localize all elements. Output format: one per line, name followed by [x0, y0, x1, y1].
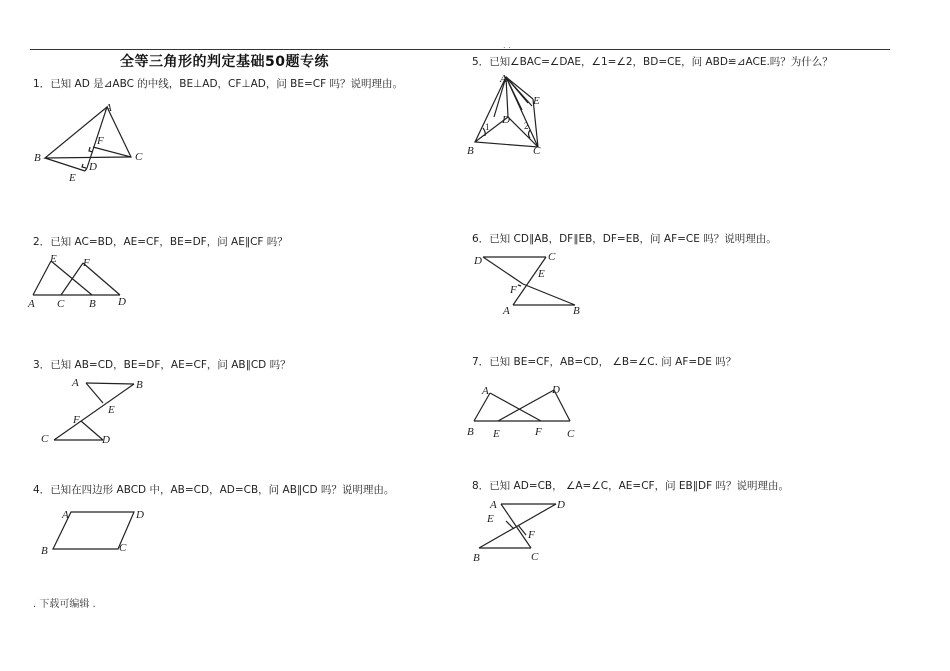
header-rule — [30, 49, 890, 50]
label-a: A — [503, 305, 510, 317]
segment-be — [45, 158, 85, 171]
segment-cf — [93, 147, 131, 157]
question-text: 已知 BE=CF，AB=CD， ∠B=∠C. 问 AF=DE 吗？ — [489, 356, 737, 368]
question-number: 3． — [33, 359, 51, 371]
question-text: 已知 AB=CD，BE=DF，AE=CF，问 AB∥CD 吗？ — [50, 359, 291, 371]
question-text: 已知 CD∥AB，DF∥EB，DF=EB，问 AF=CE 吗？说明理由。 — [489, 233, 777, 245]
label-d: D — [136, 509, 144, 521]
label-c: C — [548, 251, 556, 263]
question-text: 已知 AD 是⊿ABC 的中线，BE⊥AD，CF⊥AD，问 BE=CF 吗？说明理由。 — [50, 78, 404, 90]
label-f: F — [73, 414, 80, 426]
label-b: B — [34, 152, 41, 164]
question-text: 已知在四边形 ABCD 中，AB=CD，AD=CB，问 AB∥CD 吗？说明理由。 — [50, 484, 395, 496]
right-angle-e — [82, 164, 86, 168]
label-a: A — [490, 499, 497, 511]
question-number: 2． — [33, 236, 51, 248]
question-2 — [33, 234, 288, 249]
label-f: F — [83, 257, 90, 269]
label-a: A — [62, 509, 69, 521]
label-c: C — [567, 428, 575, 440]
angle-2-arc — [529, 130, 531, 138]
label-f: F — [510, 284, 517, 296]
question-number: 6． — [472, 233, 490, 245]
label-c: C — [533, 145, 541, 157]
label-d: D — [552, 384, 560, 396]
label-b: B — [41, 545, 48, 557]
label-e: E — [50, 253, 57, 265]
question-number: 4． — [33, 484, 51, 496]
label-b: B — [467, 426, 474, 438]
question-number: 1． — [33, 78, 51, 90]
label-a: A — [105, 102, 112, 114]
label-e: E — [108, 404, 115, 416]
question-text: 已知∠BAC=∠DAE，∠1=∠2，BD=CE，问 ABD≌⊿ACE.吗？为什么？ — [489, 56, 833, 68]
question-6 — [472, 231, 777, 246]
label-d: D — [118, 296, 126, 308]
question-8 — [472, 478, 789, 493]
figure-8 — [466, 494, 576, 569]
footer-note: . 下载可编辑 . — [33, 599, 96, 610]
label-f: F — [535, 426, 542, 438]
label-1: 1 — [485, 122, 490, 132]
label-b: B — [473, 552, 480, 564]
figure-7 — [464, 380, 584, 445]
label-d: D — [502, 114, 510, 126]
triangle-abc — [45, 107, 131, 158]
question-text: 已知 AD=CB， ∠A=∠C，AE=CF，问 EB∥DF 吗？说明理由。 — [489, 480, 789, 492]
label-a: A — [72, 377, 79, 389]
figure-3 — [38, 372, 148, 452]
label-e: E — [533, 95, 540, 107]
header-dots: . . — [503, 41, 511, 50]
label-c: C — [57, 298, 65, 310]
label-b: B — [89, 298, 96, 310]
question-text: 已知 AC=BD，AE=CF，BE=DF，问 AE∥CF 吗？ — [50, 236, 288, 248]
label-f: F — [97, 135, 104, 147]
label-b: B — [573, 305, 580, 317]
label-c: C — [531, 551, 539, 563]
label-e: E — [69, 172, 76, 184]
question-number: 7． — [472, 356, 490, 368]
question-number: 8． — [472, 480, 490, 492]
label-b: B — [136, 379, 143, 391]
label-d: D — [102, 434, 110, 446]
label-a: A — [28, 298, 35, 310]
figure-2 — [28, 252, 138, 312]
label-e: E — [538, 268, 545, 280]
question-7 — [472, 354, 736, 369]
question-1 — [33, 76, 403, 91]
label-b: B — [467, 145, 474, 157]
label-d: D — [89, 161, 97, 173]
right-angle-f — [89, 147, 93, 152]
label-2: 2 — [524, 121, 529, 131]
label-c: C — [135, 151, 143, 163]
figure-6 — [468, 248, 588, 318]
label-e: E — [493, 428, 500, 440]
label-e: E — [487, 513, 494, 525]
label-a: A — [482, 385, 489, 397]
label-d: D — [557, 499, 565, 511]
question-4 — [33, 482, 394, 497]
question-number: 5． — [472, 56, 490, 68]
page-title: 全等三角形的判定基础50题专练 — [120, 54, 329, 70]
figure-4 — [38, 504, 158, 559]
figure-1 — [30, 100, 160, 190]
question-3 — [33, 357, 291, 372]
label-d: D — [474, 255, 482, 267]
figure-5 — [464, 72, 554, 162]
label-f: F — [528, 529, 535, 541]
question-5 — [472, 54, 833, 69]
label-c: C — [41, 433, 49, 445]
label-c: C — [119, 542, 127, 554]
label-a: A — [500, 73, 507, 85]
